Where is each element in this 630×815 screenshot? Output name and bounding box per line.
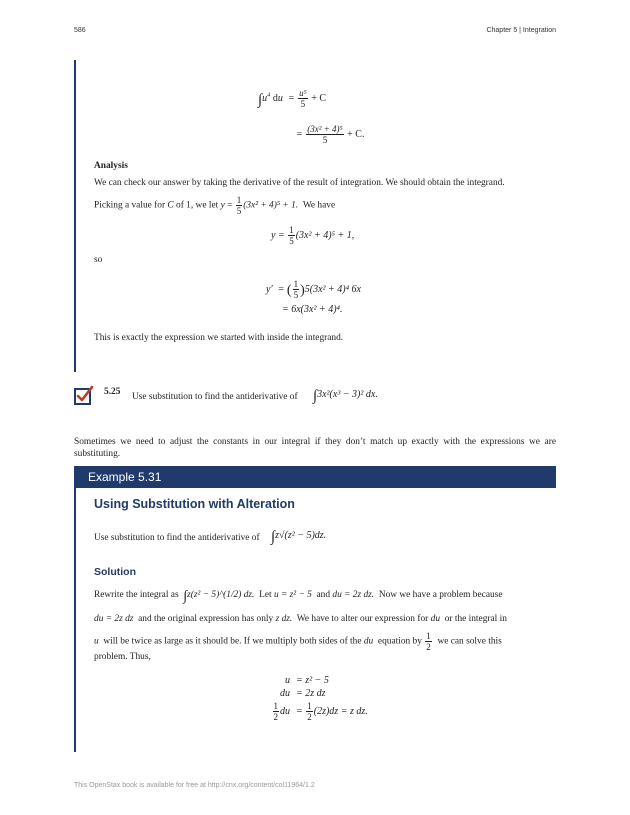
analysis-line-1: We can check our answer by taking the derivative of the result of integration. We should obtain the integrand.	[94, 178, 505, 188]
equation-system: u = z² − 5 du = 2z dz $\frac{1}{2}$ du = $\frac{1}{2}$ (2z)dz = z dz.	[273, 675, 368, 722]
analysis-closing: This is exactly the expression we started with inside the integrand.	[94, 333, 344, 343]
page-number: 586	[74, 27, 86, 34]
example-title: Using Substitution with Alteration	[94, 497, 295, 511]
checkpoint-expression: ∫3x²(x³ − 3)² dx.	[313, 388, 378, 404]
chapter-title: Chapter 5 | Integration	[486, 27, 556, 34]
intro-paragraph: Sometimes we need to adjust the constants in our integral if they don’t match up exactly with the expressions we are substituting.	[74, 437, 556, 459]
equation-result: = $\frac{\text{(3x² + 4)⁵}}{5}$ + C.	[296, 124, 365, 145]
analysis-heading: Analysis	[94, 161, 128, 171]
checkpoint-icon	[74, 385, 94, 405]
solution-line-2: du = 2z dz and the original expression has only z dz. We have to alter our expression for du or the integral in	[94, 614, 507, 624]
word-so: so	[94, 255, 103, 265]
equation-derivative-simplified: = 6x(3x² + 4)⁴.	[282, 304, 343, 315]
checkpoint-number: 5.25	[104, 387, 121, 397]
example-banner-label: Example 5.31	[88, 470, 162, 484]
analysis-line-2: Picking a value for C of 1, we let y = $\frac{1}{5}$ (3x² + 4)⁵ + 1. We have	[94, 195, 336, 216]
example-prompt: Use substitution to find the antiderivative of	[94, 533, 260, 543]
solution-line-3: u will be twice as large as it should be. If we multiply both sides of the du equation by $\frac{1}{2}$ we can solve this	[94, 631, 502, 652]
solution-line-4: problem. Thus,	[94, 652, 151, 662]
footer-note: This OpenStax book is available for free at http://cnx.org/content/col11964/1.2	[74, 782, 315, 789]
solution-heading: Solution	[94, 566, 136, 578]
example-accent-bar	[74, 488, 76, 752]
equation-integral-u4: $\int u^4$ du = $\frac{\text{u⁵}}{5}$ + C	[258, 88, 327, 109]
equation-derivative: y′ = ( $\frac{1}{5}$ )5(3x² + 4)⁴ 6x	[266, 279, 361, 300]
left-accent-bar	[74, 60, 76, 372]
checkpoint-text: Use substitution to find the antiderivative of	[132, 392, 298, 402]
equation-y: y = $\frac{1}{5}$ (3x² + 4)⁵ + 1,	[271, 225, 355, 246]
solution-line-1: Rewrite the integral as ∫z(z² − 5)^(1/2) dz. Let u = z² − 5 and du = 2z dz. Now we have a problem because	[94, 589, 503, 604]
example-prompt-expression: ∫z√(z² − 5)dz.	[271, 529, 327, 545]
example-banner	[74, 466, 556, 488]
